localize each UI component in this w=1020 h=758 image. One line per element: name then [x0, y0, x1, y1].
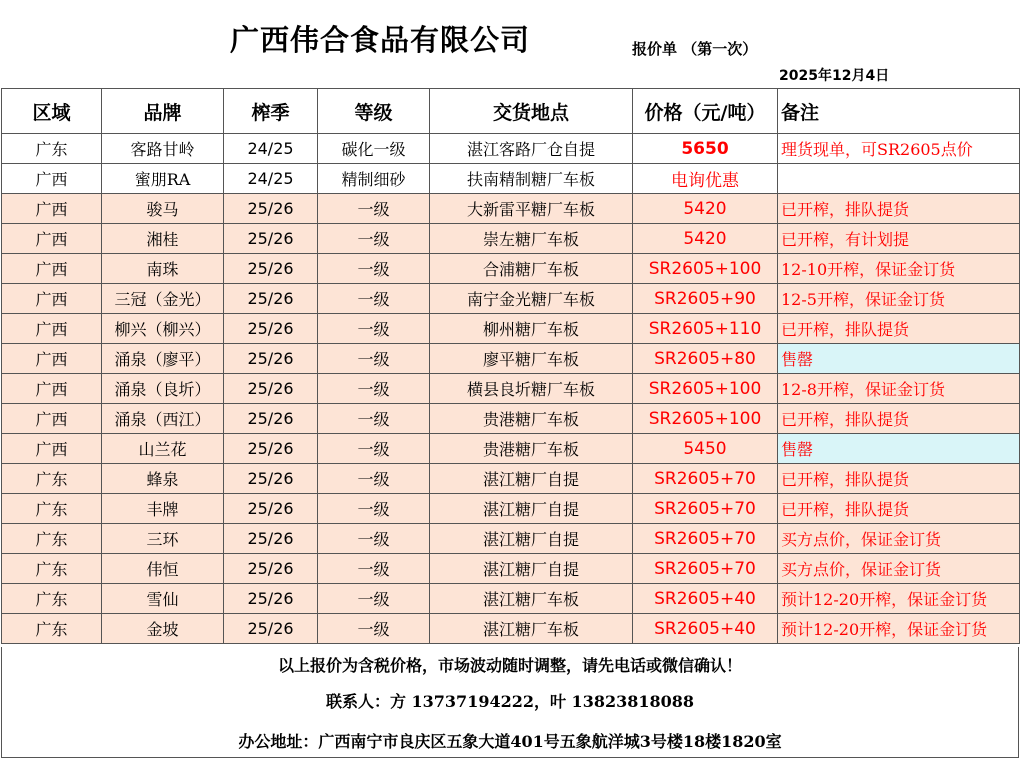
- grade-cell: 一级: [318, 284, 430, 314]
- region-cell: 广西: [2, 164, 102, 194]
- brand-cell: 山兰花: [102, 434, 224, 464]
- season-cell: 25/26: [224, 554, 318, 584]
- table-row: [2, 254, 1020, 284]
- table-row: [2, 134, 1020, 164]
- brand-cell: 蜜朋RA: [102, 164, 224, 194]
- place-cell: 湛江糖厂车板: [430, 584, 633, 614]
- region-cell: 广东: [2, 614, 102, 644]
- region-cell: 广东: [2, 494, 102, 524]
- price-cell: SR2605+70: [633, 494, 778, 524]
- grade-cell: 一级: [318, 314, 430, 344]
- region-cell: 广西: [2, 434, 102, 464]
- note-cell: 12-10开榨，保证金订货: [778, 254, 1020, 284]
- season-cell: 25/26: [224, 224, 318, 254]
- place-cell: 廖平糖厂车板: [430, 344, 633, 374]
- place-cell: 横县良圻糖厂车板: [430, 374, 633, 404]
- grade-cell: 一级: [318, 554, 430, 584]
- col-brand-header: 品牌: [102, 89, 224, 134]
- region-cell: 广西: [2, 284, 102, 314]
- place-cell: 大新雷平糖厂车板: [430, 194, 633, 224]
- table-row: [2, 494, 1020, 524]
- price-cell: SR2605+70: [633, 524, 778, 554]
- season-cell: 25/26: [224, 464, 318, 494]
- table-row: [2, 584, 1020, 614]
- table-row: [2, 284, 1020, 314]
- col-place-header: 交货地点: [430, 89, 633, 134]
- brand-cell: 客路甘岭: [102, 134, 224, 164]
- grade-cell: 一级: [318, 524, 430, 554]
- price-cell: SR2605+40: [633, 614, 778, 644]
- brand-cell: 湘桂: [102, 224, 224, 254]
- place-cell: 柳州糖厂车板: [430, 314, 633, 344]
- season-cell: 25/26: [224, 254, 318, 284]
- quote-footer: [1, 647, 1019, 758]
- col-region-header: 区域: [2, 89, 102, 134]
- price-disclaimer: 以上报价为含税价格，市场波动随时调整，请先电话或微信确认！: [277, 656, 742, 675]
- season-cell: 25/26: [224, 434, 318, 464]
- note-cell: 买方点价，保证金订货: [778, 524, 1020, 554]
- season-cell: 25/26: [224, 524, 318, 554]
- price-cell: 5420: [633, 224, 778, 254]
- brand-cell: 三冠（金光）: [102, 284, 224, 314]
- grade-cell: 一级: [318, 614, 430, 644]
- price-cell: SR2605+100: [633, 254, 778, 284]
- table-row: [2, 464, 1020, 494]
- contact-info: 联系人：方 13737194222，叶 13823818088: [325, 692, 695, 711]
- table-row: [2, 344, 1020, 374]
- region-cell: 广东: [2, 134, 102, 164]
- region-cell: 广东: [2, 464, 102, 494]
- season-cell: 25/26: [224, 374, 318, 404]
- table-row: [2, 224, 1020, 254]
- price-cell: SR2605+70: [633, 464, 778, 494]
- season-cell: 25/26: [224, 194, 318, 224]
- grade-cell: 一级: [318, 254, 430, 284]
- note-cell: [778, 164, 1020, 194]
- brand-cell: 柳兴（柳兴）: [102, 314, 224, 344]
- place-cell: 扶南精制糖厂车板: [430, 164, 633, 194]
- grade-cell: 碳化一级: [318, 134, 430, 164]
- col-price-header: 价格（元/吨）: [633, 89, 778, 134]
- table-row: [2, 524, 1020, 554]
- quote-header: [0, 0, 1020, 88]
- price-cell: 5650: [633, 134, 778, 164]
- season-cell: 24/25: [224, 164, 318, 194]
- brand-cell: 蜂泉: [102, 464, 224, 494]
- table-row: [2, 314, 1020, 344]
- table-row: [2, 164, 1020, 194]
- brand-cell: 丰牌: [102, 494, 224, 524]
- col-season-header: 榨季: [224, 89, 318, 134]
- grade-cell: 一级: [318, 494, 430, 524]
- region-cell: 广西: [2, 194, 102, 224]
- place-cell: 湛江糖厂车板: [430, 614, 633, 644]
- company-title: 广西伟合食品有限公司: [230, 23, 531, 57]
- note-cell: 理货现单，可SR2605点价: [778, 134, 1020, 164]
- price-cell: SR2605+110: [633, 314, 778, 344]
- region-cell: 广东: [2, 584, 102, 614]
- grade-cell: 一级: [318, 224, 430, 254]
- note-cell: 已开榨，排队提货: [778, 464, 1020, 494]
- table-header-row: [2, 89, 1020, 134]
- brand-cell: 涌泉（西江）: [102, 404, 224, 434]
- grade-cell: 一级: [318, 584, 430, 614]
- grade-cell: 一级: [318, 374, 430, 404]
- place-cell: 合浦糖厂车板: [430, 254, 633, 284]
- place-cell: 湛江糖厂自提: [430, 464, 633, 494]
- region-cell: 广西: [2, 224, 102, 254]
- place-cell: 贵港糖厂车板: [430, 404, 633, 434]
- table-row: [2, 194, 1020, 224]
- place-cell: 贵港糖厂车板: [430, 434, 633, 464]
- region-cell: 广西: [2, 404, 102, 434]
- place-cell: 崇左糖厂车板: [430, 224, 633, 254]
- brand-cell: 雪仙: [102, 584, 224, 614]
- table-row: [2, 614, 1020, 644]
- brand-cell: 金坡: [102, 614, 224, 644]
- grade-cell: 一级: [318, 434, 430, 464]
- price-cell: SR2605+80: [633, 344, 778, 374]
- note-cell: 预计12-20开榨，保证金订货: [778, 584, 1020, 614]
- note-cell: 已开榨，排队提货: [778, 194, 1020, 224]
- region-cell: 广西: [2, 344, 102, 374]
- note-cell: 12-8开榨，保证金订货: [778, 374, 1020, 404]
- note-cell: 已开榨，排队提货: [778, 494, 1020, 524]
- price-cell: 电询优惠: [633, 164, 778, 194]
- price-cell: SR2605+70: [633, 554, 778, 584]
- price-cell: SR2605+100: [633, 374, 778, 404]
- region-cell: 广西: [2, 254, 102, 284]
- grade-cell: 一级: [318, 404, 430, 434]
- grade-cell: 一级: [318, 194, 430, 224]
- brand-cell: 骏马: [102, 194, 224, 224]
- season-cell: 25/26: [224, 284, 318, 314]
- region-cell: 广西: [2, 314, 102, 344]
- brand-cell: 南珠: [102, 254, 224, 284]
- note-cell: 售罄: [778, 434, 1020, 464]
- price-cell: 5420: [633, 194, 778, 224]
- table-row: [2, 434, 1020, 464]
- place-cell: 湛江客路厂仓自提: [430, 134, 633, 164]
- note-cell: 已开榨，有计划提: [778, 224, 1020, 254]
- grade-cell: 一级: [318, 464, 430, 494]
- season-cell: 24/25: [224, 134, 318, 164]
- place-cell: 湛江糖厂自提: [430, 524, 633, 554]
- col-grade-header: 等级: [318, 89, 430, 134]
- region-cell: 广东: [2, 524, 102, 554]
- table-row: [2, 404, 1020, 434]
- place-cell: 湛江糖厂自提: [430, 554, 633, 584]
- note-cell: 买方点价，保证金订货: [778, 554, 1020, 584]
- season-cell: 25/26: [224, 344, 318, 374]
- brand-cell: 三环: [102, 524, 224, 554]
- price-cell: SR2605+100: [633, 404, 778, 434]
- brand-cell: 伟恒: [102, 554, 224, 584]
- brand-cell: 涌泉（廖平）: [102, 344, 224, 374]
- note-cell: 售罄: [778, 344, 1020, 374]
- place-cell: 南宁金光糖厂车板: [430, 284, 633, 314]
- note-cell: 12-5开榨，保证金订货: [778, 284, 1020, 314]
- price-cell: SR2605+90: [633, 284, 778, 314]
- note-cell: 已开榨，排队提货: [778, 314, 1020, 344]
- brand-cell: 涌泉（良圻）: [102, 374, 224, 404]
- table-row: [2, 554, 1020, 584]
- price-cell: SR2605+40: [633, 584, 778, 614]
- place-cell: 湛江糖厂自提: [430, 494, 633, 524]
- region-cell: 广东: [2, 554, 102, 584]
- season-cell: 25/26: [224, 314, 318, 344]
- note-cell: 预计12-20开榨，保证金订货: [778, 614, 1020, 644]
- price-table: [1, 88, 1020, 644]
- note-cell: 已开榨，排队提货: [778, 404, 1020, 434]
- col-note-header: 备注: [778, 89, 1020, 134]
- table-row: [2, 374, 1020, 404]
- season-cell: 25/26: [224, 494, 318, 524]
- grade-cell: 一级: [318, 344, 430, 374]
- season-cell: 25/26: [224, 404, 318, 434]
- price-cell: 5450: [633, 434, 778, 464]
- season-cell: 25/26: [224, 584, 318, 614]
- season-cell: 25/26: [224, 614, 318, 644]
- quote-label: 报价单 （第一次）: [632, 40, 758, 58]
- grade-cell: 精制细砂: [318, 164, 430, 194]
- region-cell: 广西: [2, 374, 102, 404]
- quote-date: 2025年12月4日: [779, 68, 890, 84]
- office-address: 办公地址：广西南宁市良庆区五象大道401号五象航洋城3号楼18楼1820室: [238, 732, 782, 751]
